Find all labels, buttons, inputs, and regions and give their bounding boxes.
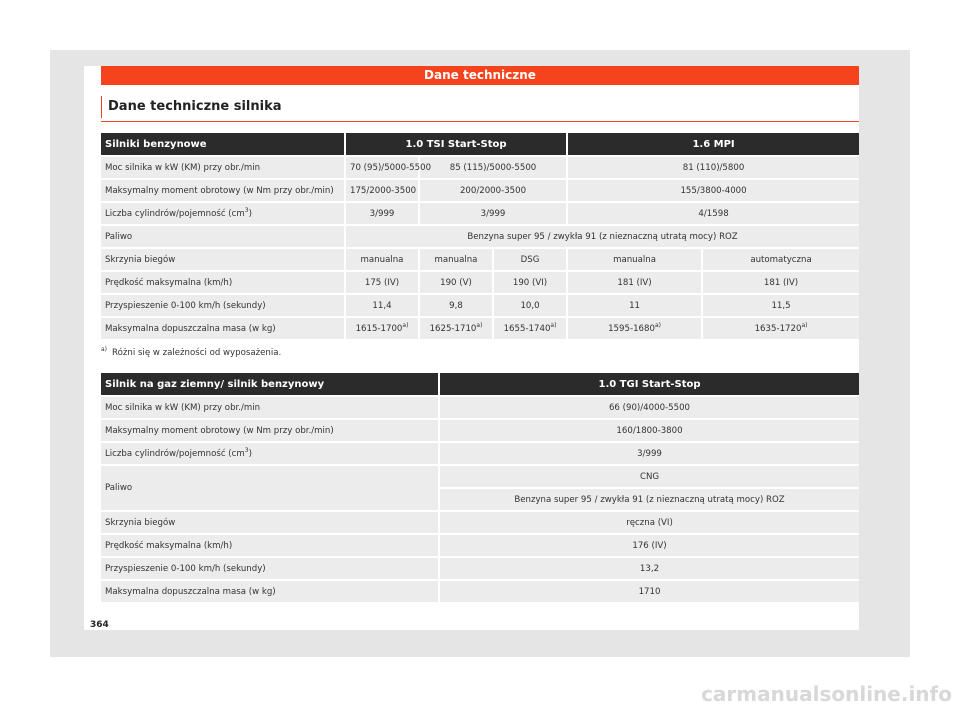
- row-label-text: Maksymalny moment obrotowy (w Nm przy obr./min): [105, 185, 334, 196]
- cell-value: 190 (VI): [512, 277, 548, 288]
- cell-value: Benzyna super 95 / zwykła 91 (z nieznaczną utratą mocy) ROZ: [514, 494, 785, 505]
- table-row: [101, 180, 859, 201]
- cell-value: DSG: [520, 254, 540, 265]
- cell-value: 155/3800-4000: [680, 185, 747, 196]
- table-cell: [346, 295, 420, 316]
- table-row: [101, 535, 859, 556]
- table-row: [101, 420, 859, 441]
- row-label-text: Liczba cylindrów/pojemność (cm: [105, 208, 245, 219]
- table-row: [101, 512, 859, 533]
- row-label-text: Liczba cylindrów/pojemność (cm: [105, 448, 245, 459]
- table-header-cell: Silnik na gaz ziemny/ silnik benzynowy: [101, 373, 440, 395]
- cell-value: ręczna (VI): [626, 517, 673, 528]
- table-cell: [420, 249, 494, 270]
- row-label-suffix: ): [248, 448, 252, 459]
- table-cell: [420, 157, 568, 178]
- table-cell: [346, 203, 420, 224]
- table-row: [101, 466, 859, 487]
- table-row: [101, 157, 859, 178]
- row-label-text: Skrzynia biegów: [105, 517, 176, 528]
- table-cell: [440, 489, 859, 510]
- cell-value: 11,4: [372, 300, 392, 311]
- cell-value: 1595-1680: [608, 323, 655, 334]
- table-cell: [346, 180, 420, 201]
- table-cell: [494, 318, 568, 339]
- cell-value: automatyczna: [750, 254, 812, 265]
- table-cell: [346, 226, 859, 247]
- table-cell: [346, 249, 420, 270]
- row-label: [101, 157, 346, 178]
- watermark: carmanualsonline.info: [701, 682, 952, 706]
- row-label-text: Prędkość maksymalna (km/h): [105, 540, 233, 551]
- cell-value: 181 (IV): [763, 277, 799, 288]
- row-label-text: Paliwo: [105, 483, 133, 493]
- table-row: [101, 443, 859, 464]
- cell-value: manualna: [360, 254, 404, 265]
- title-rule: [101, 121, 859, 122]
- table-header-cell: Silniki benzynowe: [101, 133, 346, 155]
- cell-value: 10,0: [520, 300, 540, 311]
- table-cell: [420, 203, 568, 224]
- row-label: [101, 581, 440, 602]
- row-label: [101, 226, 346, 247]
- cell-value: 176 (IV): [632, 540, 667, 551]
- cell-value: 200/2000-3500: [459, 185, 527, 196]
- row-label: [101, 558, 440, 579]
- row-label: [101, 203, 346, 224]
- cell-value: 13,2: [639, 563, 660, 574]
- row-label: [101, 420, 440, 441]
- row-label: [101, 249, 346, 270]
- footnote-ref: a): [402, 321, 409, 329]
- footnote: [101, 348, 281, 358]
- row-label-text: Maksymalny moment obrotowy (w Nm przy obr./min): [105, 425, 334, 436]
- table-cell: [440, 558, 859, 579]
- footnote-ref: a): [654, 321, 661, 329]
- footnote-ref: a): [550, 321, 557, 329]
- table-cell: [440, 397, 859, 418]
- row-label: [101, 180, 346, 201]
- table-cell: [440, 512, 859, 533]
- cell-value: 190 (V): [440, 277, 472, 288]
- table-cell: [494, 272, 568, 293]
- table-cell: [440, 581, 859, 602]
- table-cell: [346, 272, 420, 293]
- footnote-ref: a): [801, 321, 808, 329]
- table-cell: [440, 535, 859, 556]
- table-row: [101, 581, 859, 602]
- table-row: [101, 226, 859, 247]
- table-cell: [494, 249, 568, 270]
- row-label-text: Maksymalna dopuszczalna masa (w kg): [105, 323, 276, 334]
- cell-value: 181 (IV): [617, 277, 652, 288]
- cell-value: 3/999: [637, 448, 662, 459]
- table-row: [101, 272, 859, 293]
- footnote-text: Różni się w zależności od wyposażenia.: [112, 348, 282, 358]
- cell-value: Benzyna super 95 / zwykła 91 (z nieznaczną utratą mocy) ROZ: [467, 231, 738, 242]
- table-cell: [346, 157, 432, 178]
- cell-value: CNG: [639, 471, 660, 482]
- table-cell: [420, 295, 494, 316]
- table-cell: [420, 272, 494, 293]
- cell-value: 3/999: [480, 208, 506, 219]
- cell-value: manualna: [434, 254, 478, 265]
- table-header-cell: 1.0 TGI Start-Stop: [440, 373, 859, 395]
- cell-value: 4/1598: [698, 208, 729, 219]
- cell-value: 66 (90)/4000-5500: [608, 402, 691, 413]
- table-cell: [568, 272, 703, 293]
- row-label-text: Przyspieszenie 0-100 km/h (sekundy): [105, 563, 266, 574]
- table-cell: [703, 249, 859, 270]
- cell-value: 1625-1710: [429, 323, 477, 334]
- cell-value: 70 (95)/5000-5500: [350, 162, 432, 173]
- table-cell: [703, 295, 859, 316]
- table-cell: [568, 295, 703, 316]
- cell-value: 175/2000-3500: [350, 185, 417, 196]
- row-label: [101, 397, 440, 418]
- cell-value: 3/999: [369, 208, 395, 219]
- row-label-text: Prędkość maksymalna (km/h): [105, 277, 233, 288]
- cng-engine-table: [101, 371, 859, 604]
- table-row: [101, 249, 859, 270]
- row-label: [101, 466, 440, 510]
- table-cell: [346, 318, 420, 339]
- row-label-suffix: ): [248, 208, 252, 219]
- table-header-row: [101, 373, 859, 395]
- row-label: [101, 443, 440, 464]
- cell-value: 11: [629, 300, 640, 311]
- page-number: 364: [90, 620, 109, 630]
- cell-value: 175 (IV): [364, 277, 400, 288]
- table-cell: [420, 180, 568, 201]
- table-cell: [568, 203, 859, 224]
- cell-value: manualna: [613, 254, 656, 265]
- row-label-text: Przyspieszenie 0-100 km/h (sekundy): [105, 300, 266, 311]
- row-label: [101, 318, 346, 339]
- cell-value: 1615-1700: [355, 323, 403, 334]
- row-label-text: Skrzynia biegów: [105, 254, 176, 265]
- table-cell: [568, 318, 703, 339]
- table-cell: [440, 420, 859, 441]
- cell-value: 9,8: [449, 300, 463, 311]
- cell-value: 85 (115)/5000-5500: [449, 162, 537, 173]
- table-header-row: [101, 133, 859, 155]
- footnote-ref: a): [476, 321, 483, 329]
- table-row: [101, 558, 859, 579]
- table-row: [101, 203, 859, 224]
- cell-value: 1655-1740: [503, 323, 551, 334]
- section-banner: Dane techniczne: [101, 66, 859, 85]
- row-label: [101, 535, 440, 556]
- cell-value: 11,5: [771, 300, 791, 311]
- cell-value: 1635-1720: [754, 323, 802, 334]
- row-label: [101, 512, 440, 533]
- row-label: [101, 272, 346, 293]
- footnote-mark: a): [101, 346, 108, 354]
- table-row: [101, 397, 859, 418]
- table-cell: [440, 443, 859, 464]
- table-cell: [703, 318, 859, 339]
- table-cell: [440, 466, 859, 487]
- row-label-text: Moc silnika w kW (KM) przy obr./min: [105, 162, 261, 173]
- table-cell: [568, 157, 859, 178]
- row-label-text: Moc silnika w kW (KM) przy obr./min: [105, 402, 261, 413]
- table-cell: [703, 272, 859, 293]
- table-row: [101, 295, 859, 316]
- table-cell: [494, 295, 568, 316]
- cell-value: 160/1800-3800: [616, 425, 683, 436]
- row-label-text: Paliwo: [105, 231, 133, 242]
- row-label: [101, 295, 346, 316]
- table-cell: [420, 318, 494, 339]
- section-title: Dane techniczne silnika: [101, 96, 859, 118]
- superscript: 3: [244, 206, 249, 214]
- table-header-cell: 1.6 MPI: [568, 133, 859, 155]
- table-cell: [568, 180, 859, 201]
- table-row: [101, 318, 859, 339]
- table-header-cell: 1.0 TSI Start-Stop: [346, 133, 568, 155]
- cell-value: 1710: [638, 586, 661, 597]
- row-label-text: Maksymalna dopuszczalna masa (w kg): [105, 586, 276, 597]
- superscript: 3: [244, 446, 249, 454]
- cell-value: 81 (110)/5800: [682, 162, 745, 173]
- table-cell: [568, 249, 703, 270]
- petrol-engines-table: [101, 131, 859, 341]
